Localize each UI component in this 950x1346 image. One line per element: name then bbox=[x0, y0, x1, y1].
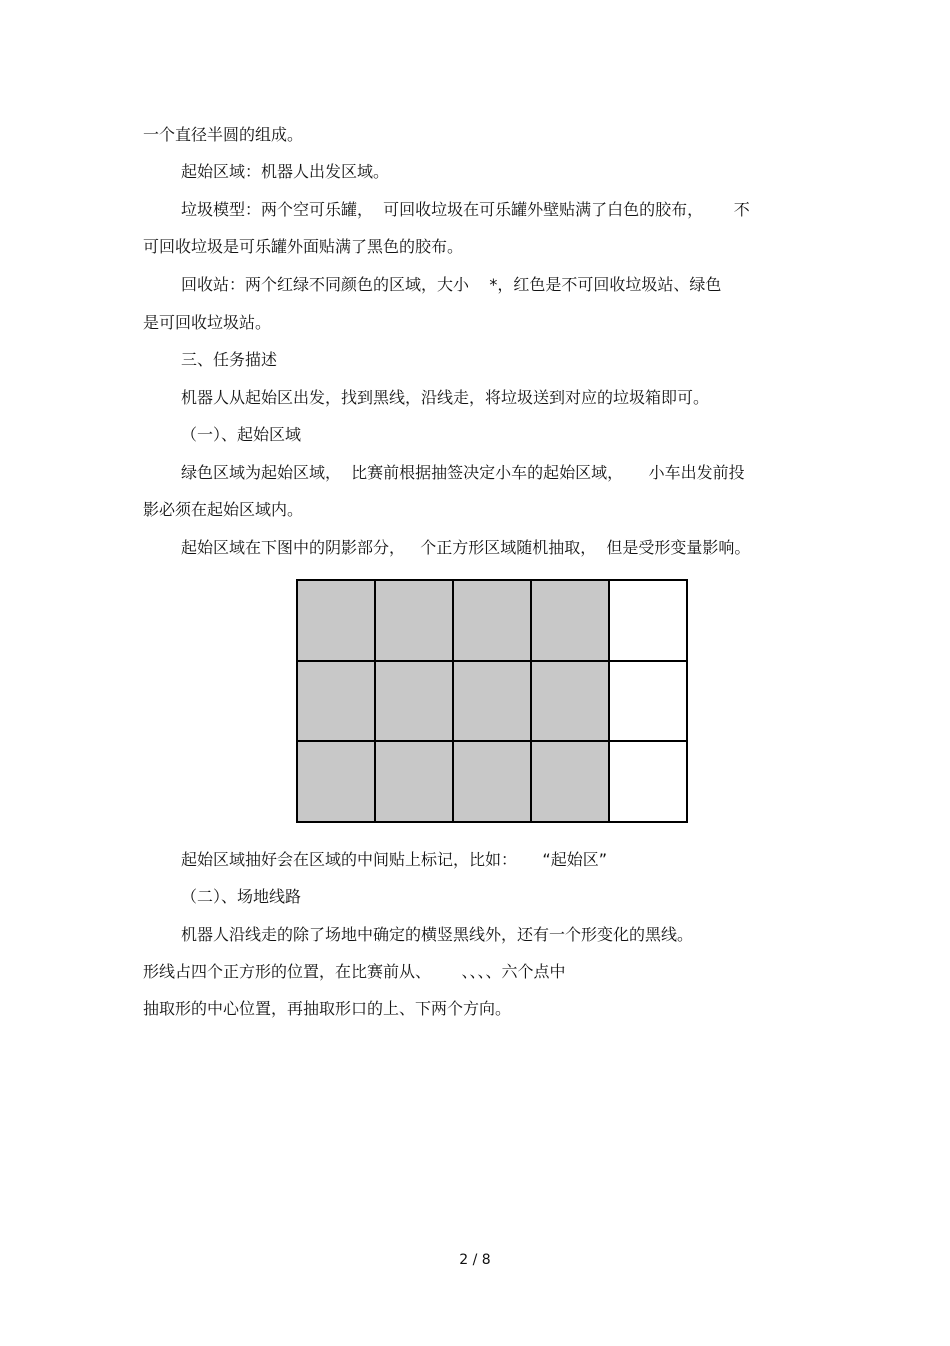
shaded-start-cell bbox=[532, 581, 608, 660]
text-line: 可回收垃圾是可乐罐外面贴满了黑色的胶布。 bbox=[143, 237, 464, 256]
section-heading: 三、任务描述 bbox=[181, 350, 278, 369]
subsection-heading: （一）、起始区域 bbox=[181, 425, 302, 444]
shaded-start-cell bbox=[298, 581, 374, 660]
shaded-start-cell bbox=[532, 742, 608, 821]
empty-cell bbox=[610, 662, 686, 741]
shaded-start-cell bbox=[298, 742, 374, 821]
text-line: 垃圾模型：两个空可乐罐， 可回收垃圾在可乐罐外壁贴满了白色的胶布， 不 bbox=[181, 200, 750, 219]
shaded-start-cell bbox=[532, 662, 608, 741]
empty-cell bbox=[610, 742, 686, 821]
shaded-start-cell bbox=[298, 662, 374, 741]
text-line: 起始区域抽好会在区域的中间贴上标记，比如： “起始区” bbox=[181, 850, 608, 869]
shaded-start-cell bbox=[454, 742, 530, 821]
text-line: 绿色区域为起始区域， 比赛前根据抽签决定小车的起始区域， 小车出发前投 bbox=[181, 463, 745, 482]
text-line: 形线占四个正方形的位置，在比赛前从、 、、、、六个点中 bbox=[143, 962, 566, 981]
text-line: 起始区域：机器人出发区域。 bbox=[181, 162, 390, 181]
text-line: 一个直径半圆的组成。 bbox=[143, 125, 304, 144]
shaded-start-cell bbox=[376, 581, 452, 660]
shaded-start-cell bbox=[454, 662, 530, 741]
text-line: 机器人从起始区出发，找到黑线，沿线走，将垃圾送到对应的垃圾箱即可。 bbox=[181, 388, 710, 407]
start-area-grid bbox=[296, 579, 688, 823]
subsection-heading: （二）、场地线路 bbox=[181, 887, 302, 906]
text-line: 是可回收垃圾站。 bbox=[143, 313, 272, 332]
text-line: 抽取形的中心位置，再抽取形口的上、下两个方向。 bbox=[143, 999, 512, 1018]
shaded-start-cell bbox=[454, 581, 530, 660]
text-line: 机器人沿线走的除了场地中确定的横竖黑线外，还有一个形变化的黑线。 bbox=[181, 925, 694, 944]
shaded-start-cell bbox=[376, 662, 452, 741]
shaded-start-cell bbox=[376, 742, 452, 821]
empty-cell bbox=[610, 581, 686, 660]
text-line: 回收站：两个红绿不同颜色的区域，大小 *，红色是不可回收垃圾站、绿色 bbox=[181, 275, 722, 294]
text-line: 影必须在起始区域内。 bbox=[143, 500, 304, 519]
page-number: 2 / 8 bbox=[459, 1252, 491, 1268]
text-line: 起始区域在下图中的阴影部分， 个正方形区域随机抽取， 但是受形变量影响。 bbox=[181, 538, 751, 557]
